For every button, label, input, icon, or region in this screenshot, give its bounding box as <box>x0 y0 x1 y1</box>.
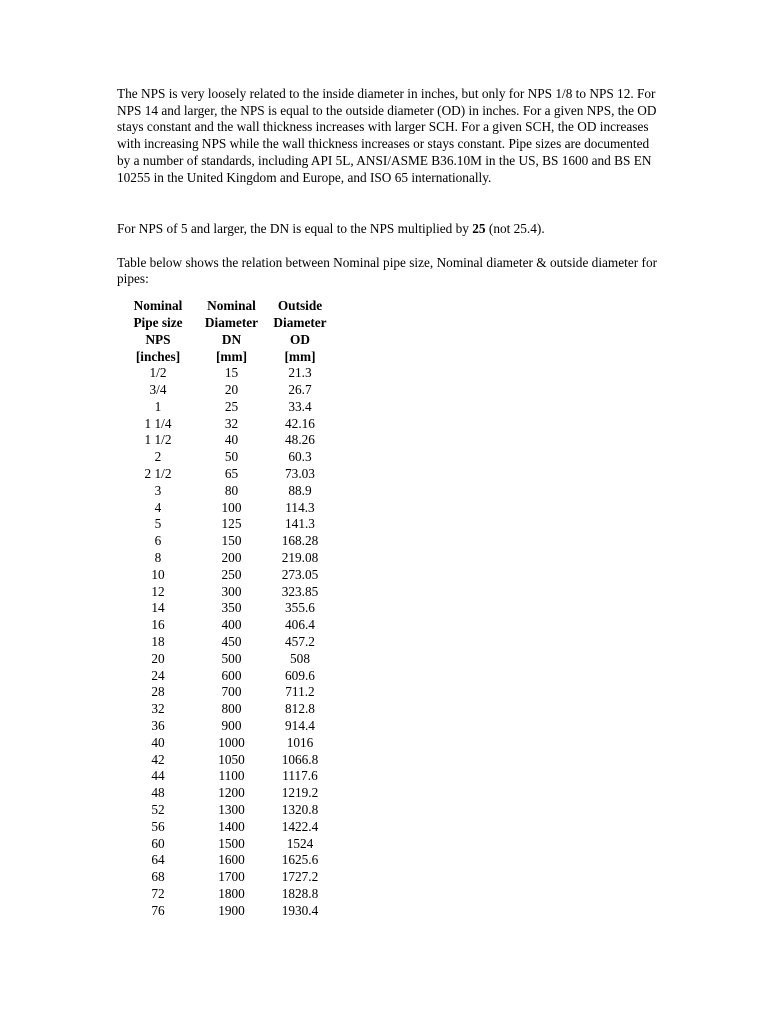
dn-cell: 150 <box>221 533 242 549</box>
od-cell: 457.2 <box>285 634 315 650</box>
table-row <box>121 634 332 651</box>
pipe-size-table <box>121 298 332 919</box>
od-cell: 711.2 <box>285 684 315 700</box>
document-page <box>117 86 662 920</box>
dn-cell: 1400 <box>218 818 245 834</box>
dn-cell: 1050 <box>218 751 245 767</box>
od-cell: 1117.6 <box>282 768 318 784</box>
table-row <box>121 819 332 836</box>
nps-cell: 16 <box>151 617 165 633</box>
od-cell: 1422.4 <box>281 818 319 834</box>
dn-cell: 1500 <box>218 835 245 851</box>
header-row <box>121 298 332 315</box>
od-cell: 323.85 <box>281 583 319 599</box>
od-cell: 1625.6 <box>281 852 319 868</box>
nps-cell: 56 <box>151 818 165 834</box>
nps-cell: 3/4 <box>149 382 167 398</box>
nps-cell: 18 <box>151 634 165 650</box>
table-row <box>121 516 332 533</box>
nps-cell: 1 1/4 <box>144 415 172 431</box>
dn-cell: 15 <box>224 365 239 381</box>
table-row <box>121 886 332 903</box>
dn-cell: 200 <box>221 550 242 566</box>
table-row <box>121 802 332 819</box>
table-row <box>121 600 332 617</box>
table-row <box>121 584 332 601</box>
dn-cell: 20 <box>224 382 239 398</box>
od-cell: 1066.8 <box>281 751 319 767</box>
table-row <box>121 768 332 785</box>
header-row <box>121 349 332 366</box>
od-cell: 273.05 <box>281 566 319 582</box>
dn-cell: 400 <box>221 617 242 633</box>
header-cell: Pipe size <box>133 314 183 330</box>
dn-cell: 1100 <box>218 768 245 784</box>
od-cell: 1524 <box>286 835 314 851</box>
dn-cell: 350 <box>221 600 242 616</box>
header-cell: Nominal <box>133 298 183 314</box>
dn-cell: 1700 <box>218 869 245 885</box>
dn-cell: 80 <box>224 482 239 498</box>
dn-cell: 100 <box>221 499 242 515</box>
od-cell: 60.3 <box>288 449 312 465</box>
nps-cell: 12 <box>151 583 165 599</box>
dn-cell: 1300 <box>218 802 245 818</box>
nps-cell: 64 <box>151 852 165 868</box>
header-cell: Outside <box>277 298 323 314</box>
table-row <box>121 550 332 567</box>
nps-cell: 10 <box>151 566 165 582</box>
table-row <box>121 567 332 584</box>
table-row <box>121 735 332 752</box>
dn-multiplier: 25 <box>472 221 486 236</box>
table-row <box>121 382 332 399</box>
nps-cell: 3 <box>154 482 162 498</box>
header-cell: [mm] <box>284 348 316 364</box>
dn-cell: 1600 <box>218 852 245 868</box>
dn-cell: 1900 <box>218 902 245 918</box>
dn-rule-text-end: (not 25.4). <box>485 221 545 236</box>
nps-cell: 1/2 <box>149 365 167 381</box>
table-row <box>121 836 332 853</box>
table-row <box>121 752 332 769</box>
nps-cell: 1 1/2 <box>144 432 172 448</box>
od-cell: 219.08 <box>281 550 319 566</box>
dn-cell: 600 <box>221 667 242 683</box>
header-cell: [inches] <box>135 348 181 364</box>
od-cell: 508 <box>290 650 310 666</box>
dn-cell: 40 <box>224 432 239 448</box>
od-cell: 141.3 <box>285 516 315 532</box>
header-cell: OD <box>290 331 310 347</box>
header-cell: Diameter <box>204 314 259 330</box>
nps-cell: 5 <box>154 516 162 532</box>
od-cell: 406.4 <box>285 617 315 633</box>
nps-cell: 60 <box>151 835 165 851</box>
od-cell: 1727.2 <box>281 869 319 885</box>
dn-cell: 800 <box>221 701 242 717</box>
header-cell: Diameter <box>273 314 327 330</box>
table-row <box>121 701 332 718</box>
table-row <box>121 869 332 886</box>
table-row <box>121 416 332 433</box>
od-cell: 914.4 <box>285 718 315 734</box>
od-cell: 168.28 <box>281 533 319 549</box>
table-row <box>121 533 332 550</box>
header-row <box>121 332 332 349</box>
dn-cell: 65 <box>224 466 239 482</box>
intro-paragraph: The NPS is very loosely related to the inside diameter in inches, but only for NPS 1/8 to NPS 12. For NPS 14 and larger, the NPS is equal to the outside diameter (OD) in inches. For a given NPS, the OD stays constant and the wall thickness increases with larger SCH. For a given SCH, the OD increases with increasing NPS while the wall thickness increases or stays constant. Pipe sizes are documented by a number of standards, including API 5L, ANSI/ASME B36.10M in the US, BS 1600 and BS EN 10255 in the United Kingdom and Europe, and ISO 65 internationally. <box>117 86 657 185</box>
table-header <box>121 298 332 365</box>
od-cell: 42.16 <box>285 415 315 431</box>
nps-cell: 40 <box>151 734 165 750</box>
nps-cell: 68 <box>151 869 165 885</box>
table-row <box>121 449 332 466</box>
dn-cell: 450 <box>221 634 242 650</box>
od-cell: 114.3 <box>285 499 315 515</box>
od-cell: 21.3 <box>288 365 312 381</box>
table-row <box>121 668 332 685</box>
od-cell: 609.6 <box>285 667 315 683</box>
header-row <box>121 315 332 332</box>
od-cell: 73.03 <box>285 466 315 482</box>
nps-cell: 32 <box>151 701 165 717</box>
od-cell: 1828.8 <box>281 886 319 901</box>
od-cell: 1930.4 <box>281 902 319 918</box>
table-row <box>121 432 332 449</box>
dn-cell: 1800 <box>218 886 245 901</box>
nps-cell: 6 <box>154 533 162 549</box>
nps-cell: 4 <box>154 499 162 515</box>
dn-cell: 300 <box>221 583 242 599</box>
header-cell: [mm] <box>215 348 247 364</box>
nps-cell: 20 <box>151 650 165 666</box>
header-cell: Nominal <box>207 298 256 314</box>
od-cell: 812.8 <box>285 701 315 717</box>
dn-cell: 50 <box>224 449 239 465</box>
nps-cell: 72 <box>151 886 165 901</box>
table-row <box>121 500 332 517</box>
table-row <box>121 785 332 802</box>
table-row <box>121 399 332 416</box>
od-cell: 1219.2 <box>281 785 319 801</box>
od-cell: 88.9 <box>288 482 312 498</box>
table-body <box>121 365 332 919</box>
nps-cell: 2 1/2 <box>144 466 172 482</box>
table-row <box>121 852 332 869</box>
nps-cell: 36 <box>151 718 165 734</box>
od-cell: 1320.8 <box>281 802 319 818</box>
table-row <box>121 365 332 382</box>
od-cell: 355.6 <box>285 600 315 616</box>
od-cell: 33.4 <box>288 398 312 414</box>
nps-cell: 42 <box>151 751 165 767</box>
dn-rule-text-start: For NPS of 5 and larger, the DN is equal to the NPS multiplied by <box>117 221 473 236</box>
nps-cell: 48 <box>151 785 165 801</box>
dn-cell: 1000 <box>218 734 245 750</box>
od-cell: 26.7 <box>288 382 312 398</box>
header-cell: DN <box>221 331 242 347</box>
nps-cell: 76 <box>151 902 165 918</box>
table-row <box>121 684 332 701</box>
dn-cell: 250 <box>221 566 242 582</box>
nps-cell: 28 <box>151 684 165 700</box>
dn-cell: 1200 <box>218 785 245 801</box>
nps-cell: 14 <box>151 600 165 616</box>
dn-cell: 700 <box>221 684 242 700</box>
table-row <box>121 718 332 735</box>
od-cell: 48.26 <box>285 432 315 448</box>
dn-cell: 125 <box>221 516 242 532</box>
table-row <box>121 903 332 920</box>
header-cell: NPS <box>145 331 171 347</box>
nps-cell: 2 <box>154 449 162 465</box>
dn-cell: 900 <box>221 718 242 734</box>
table-row <box>121 651 332 668</box>
dn-cell: 500 <box>221 650 242 666</box>
dn-cell: 25 <box>224 398 239 414</box>
table-row <box>121 483 332 500</box>
od-cell: 1016 <box>286 734 314 750</box>
dn-cell: 32 <box>224 415 239 431</box>
dn-rule-paragraph <box>117 221 662 238</box>
table-row <box>121 466 332 483</box>
table-row <box>121 617 332 634</box>
table-intro-paragraph: Table below shows the relation between Nominal pipe size, Nominal diameter & outside diameter for pipes: <box>117 254 658 287</box>
nps-cell: 8 <box>154 550 162 566</box>
nps-cell: 44 <box>151 768 165 784</box>
nps-cell: 1 <box>154 398 162 414</box>
nps-cell: 24 <box>151 667 165 683</box>
nps-cell: 52 <box>151 802 165 818</box>
